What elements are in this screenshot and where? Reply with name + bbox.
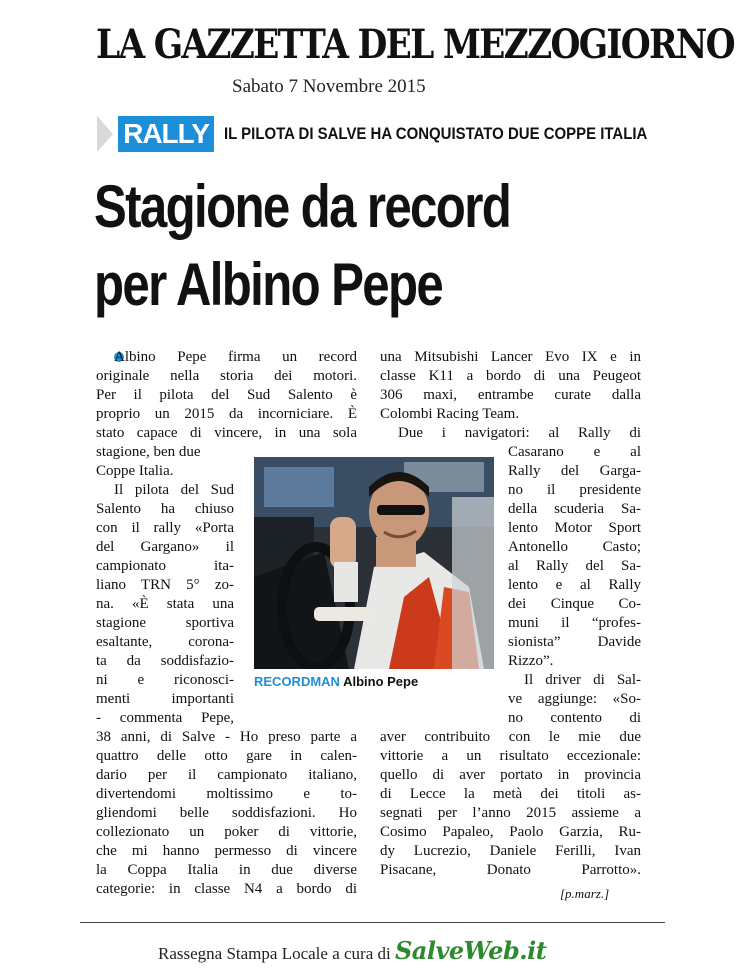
article-line: Antonello Casto; [508, 539, 641, 555]
article-line: ve aggiunge: «So- [508, 691, 641, 707]
footer [158, 936, 546, 965]
article-line: stato capace di vincere, in una sola [96, 425, 357, 441]
article-line: na. «È stata una [96, 596, 234, 612]
article-line: Rally del Garga- [508, 463, 641, 479]
article-line: Per il pilota del Sud Salento è [96, 387, 357, 403]
article-line: originale nella storia dei motori. [96, 368, 357, 384]
article-line: stagione sportiva [96, 615, 234, 631]
article-line: ni e riconosci- [96, 672, 234, 688]
article-line: proprio un 2015 da incorniciare. È [96, 406, 357, 422]
article-line: Albino Pepe firma un record [114, 349, 357, 365]
article-line: Coppe Italia. [96, 463, 174, 479]
photo-caption [254, 674, 499, 689]
article-line: Pisacane, Donato Parrotto». [380, 862, 641, 878]
article-line: campionato ita- [96, 558, 234, 574]
driver-photo [254, 457, 494, 669]
article-line: di Lecce la metà dei titoli as- [380, 786, 641, 802]
article-line: dario per il campionato italiano, [96, 767, 357, 783]
article-line: - commenta Pepe, [96, 710, 234, 726]
photo-caption-label: RECORDMAN [254, 674, 340, 689]
footer-text: Rassegna Stampa Locale a cura di [158, 944, 391, 963]
article-line: divertendomi moltissimo e to- [96, 786, 357, 802]
article-line: dei Cinque Co- [508, 596, 641, 612]
article-line: al Rally del Sa- [508, 558, 641, 574]
article-line: classe K11 a bordo di una Peugeot [380, 368, 641, 384]
masthead-title: LA GAZZETTA DEL MEZZOGIORNO [96, 21, 734, 68]
article-line: categorie: in classe N4 a bordo di [96, 881, 357, 897]
article-line: Il driver di Sal- [524, 672, 641, 688]
article-line: aver contribuito con le mie due [380, 729, 641, 745]
kicker-arrow-icon [97, 116, 113, 152]
article-line: Il pilota del Sud [114, 482, 234, 498]
article-line: con il rally «Porta [96, 520, 234, 536]
kicker-text: IL PILOTA DI SALVE HA CONQUISTATO DUE COPPE ITALIA [224, 124, 648, 143]
article-line: Cosimo Papaleo, Paolo Garzia, Ru- [380, 824, 641, 840]
headline [94, 168, 586, 324]
footer-brand-logo: SalveWeb.it [394, 936, 547, 965]
author-signature: [p.marz.] [560, 886, 610, 901]
headline-line: per Albino Pepe [94, 251, 443, 318]
article-line: Casarano e al [508, 444, 641, 460]
article-line: Colombi Racing Team. [380, 406, 520, 422]
article-line: della scuderia Sa- [508, 501, 641, 517]
article-line: collezionato un poker di vittorie, [96, 824, 357, 840]
photo-caption-name: Albino Pepe [343, 674, 419, 689]
article-line: sionista” Davide [508, 634, 641, 650]
article-line: una Mitsubishi Lancer Evo IX e in [380, 349, 641, 365]
article-line: che mi hanno permesso di vincere [96, 843, 357, 859]
article-line: esaltante, corona- [96, 634, 234, 650]
article-line: quattro delle otto gare in calen- [96, 748, 357, 764]
article-line: lento e al Rally [508, 577, 641, 593]
article-line: vittorie a un risultato eccezionale: [380, 748, 641, 764]
article-line: Rizzo”. [508, 653, 554, 669]
issue-date: Sabato 7 Novembre 2015 [232, 76, 426, 97]
article-line: dy Lucrezio, Daniele Ferilli, Ivan [380, 843, 641, 859]
headline-line: Stagione da record [94, 173, 511, 240]
article-line: gliendomi belle soddisfazioni. Ho [96, 805, 357, 821]
article-line: 306 maxi, entrambe curate dalla [380, 387, 641, 403]
section-badge: RALLY [118, 116, 214, 152]
article-line: muni il “profes- [508, 615, 641, 631]
article-line: ta da soddisfazio- [96, 653, 234, 669]
article-line: del Gargano» il [96, 539, 234, 555]
article-line: no contento di [508, 710, 641, 726]
article-line: la Coppa Italia in due diverse [96, 862, 357, 878]
article-line: menti importanti [96, 691, 234, 707]
article-line: no il presidente [508, 482, 641, 498]
article-line: stagione, ben due [96, 444, 201, 460]
article-line: 38 anni, di Salve - Ho preso parte a [96, 729, 357, 745]
article-line: Salento ha chiuso [96, 501, 234, 517]
article-line: Due i navigatori: al Rally di [398, 425, 641, 441]
article-line: liano TRN 5° zo- [96, 577, 234, 593]
article-line: lento Motor Sport [508, 520, 641, 536]
article-line: quello di aver portato in provincia [380, 767, 641, 783]
article-line: segnati per l’anno 2015 assieme a [380, 805, 641, 821]
footer-divider [80, 922, 665, 923]
